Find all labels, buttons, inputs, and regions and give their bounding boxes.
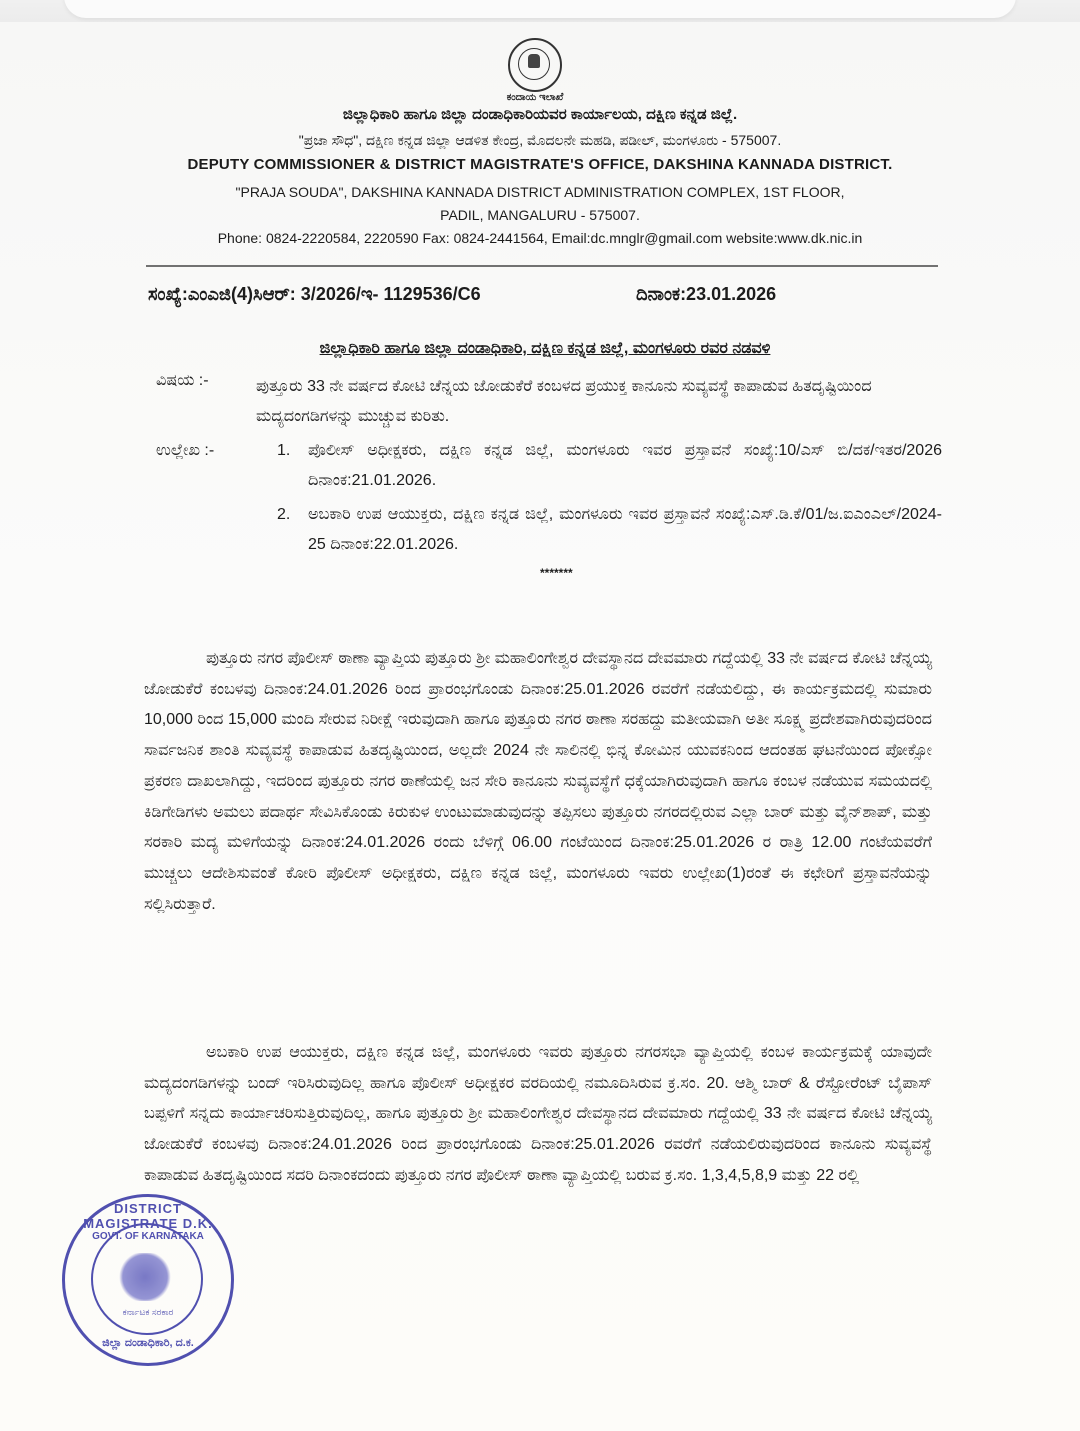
document-page xyxy=(0,22,1080,1431)
office-name-english: DEPUTY COMMISSIONER & DISTRICT MAGISTRATE'S OFFICE, DAKSHINA KANNADA DISTRICT. xyxy=(187,156,893,173)
office-address-english-2: PADIL, MANGALURU - 575007. xyxy=(440,207,640,223)
reference-date: ದಿನಾಂಕ:23.01.2026 xyxy=(636,284,777,304)
section-separator: ******* xyxy=(540,566,573,580)
subject-label: ವಿಷಯ :- xyxy=(156,372,209,389)
references-label: ಉಲ್ಲೇಖ :- xyxy=(156,442,215,459)
office-name-kannada: ಜಿಲ್ಲಾಧಿಕಾರಿ ಹಾಗೂ ಜಿಲ್ಲಾ ದಂಡಾಧಿಕಾರಿಯವರ ಕಾರ್ಯಾಲಯ, ದಕ್ಷಿಣ ಕನ್ನಡ ಜಿಲ್ಲೆ. xyxy=(342,106,738,123)
office-address-english-1: "PRAJA SOUDA", DAKSHINA KANNADA DISTRICT ADMINISTRATION COMPLEX, 1ST FLOOR, xyxy=(235,184,845,200)
emblem-caption: ಕಂದಾಯ ಇಲಾಖೆ xyxy=(506,92,564,103)
reference-item xyxy=(277,436,942,496)
seal-outer-top-text: DISTRICT MAGISTRATE D.K. xyxy=(83,1201,213,1231)
district-magistrate-seal xyxy=(62,1194,234,1366)
seal-inner-top-text: GOVT. OF KARNATAKA xyxy=(92,1231,204,1242)
state-emblem-icon xyxy=(508,38,562,92)
subject-text: ಪುತ್ತೂರು 33 ನೇ ವರ್ಷದ ಕೋಟಿ ಚೆನ್ನಯ ಜೋಡುಕೆರೆ ಕಂಬಳದ ಪ್ರಯುಕ್ತ ಕಾನೂನು ಸುವ್ಯವಸ್ಥೆ ಕಾಪಾಡುವ ಹಿತದೃಷ್ಟಿಯಿಂದ ಮದ್ಯದಂಗಡಿಗಳನ್ನು ಮುಚ್ಚುವ ಕುರಿತು. xyxy=(256,378,872,425)
office-address-kannada: "ಪ್ರಜಾ ಸೌಧ", ದಕ್ಷಿಣ ಕನ್ನಡ ಜಿಲ್ಲಾ ಆಡಳಿತ ಕೇಂದ್ರ, ಮೊದಲನೇ ಮಹಡಿ, ಪಡೀಲ್, ಮಂಗಳೂರು - 575007. xyxy=(298,132,782,148)
viewer-top-card xyxy=(64,0,1016,18)
reference-item-text: ಪೊಲೀಸ್ ಅಧೀಕ್ಷಕರು, ದಕ್ಷಿಣ ಕನ್ನಡ ಜಿಲ್ಲೆ, ಮಂಗಳೂರು ಇವರ ಪ್ರಸ್ತಾವನೆ ಸಂಖ್ಯೆ:10/ಎಸ್ ಬಿ/ದಕ/ಇತರ/2026 ದಿನಾಂಕ:21.01.2026. xyxy=(308,442,942,489)
reference-number: ಸಂಖ್ಯೆ:ಎಂಎಜಿ(4)ಸಿಆರ್: 3/2026/ಇ- 1129536/C6 xyxy=(148,284,481,304)
reference-item xyxy=(277,500,942,560)
reference-item-text: ಅಬಕಾರಿ ಉಪ ಆಯುಕ್ತರು, ದಕ್ಷಿಣ ಕನ್ನಡ ಜಿಲ್ಲೆ, ಮಂಗಳೂರು ಇವರ ಪ್ರಸ್ತಾವನೆ ಸಂಖ್ಯೆ:ಎಸ್.ಡಿ.ಕೆ/01/ಜ.ಐಎಂಎಲ್/2024-25 ದಿನಾಂಕ:22.01.2026. xyxy=(308,506,942,553)
reference-item-number: 2. xyxy=(277,506,291,523)
seal-inner-bottom-text: ಕರ್ನಾಟಕ ಸರಕಾರ xyxy=(122,1307,174,1317)
seal-emblem-icon xyxy=(117,1253,173,1301)
header-divider xyxy=(146,265,938,267)
body-paragraph-2: ಅಬಕಾರಿ ಉಪ ಆಯುಕ್ತರು, ದಕ್ಷಿಣ ಕನ್ನಡ ಜಿಲ್ಲೆ, ಮಂಗಳೂರು ಇವರು ಪುತ್ತೂರು ನಗರಸಭಾ ವ್ಯಾಪ್ತಿಯಲ್ಲಿ ಕಂಬಳ ಕಾರ್ಯಕ್ರಮಕ್ಕೆ ಯಾವುದೇ ಮದ್ಯದಂಗಡಿಗಳನ್ನು ಬಂದ್ ಇರಿಸಿರುವುದಿಲ್ಲ ಹಾಗೂ ಪೊಲೀಸ್ ಅಧೀಕ್ಷಕರ ವರದಿಯಲ್ಲಿ ನಮೂದಿಸಿರುವ ಕ್ರ.ಸಂ. 20. ಆಶ್ಮಿ ಬಾರ್ & ರೆಸ್ಟೋರೆಂಟ್ ಬೈಪಾಸ್ ಬಪ್ಪಳಿಗೆ ಸನ್ನದು ಕಾರ್ಯಾಚರಿಸುತ್ತಿರುವುದಿಲ್ಲ, ಹಾಗೂ ಪುತ್ತೂರು ಶ್ರೀ ಮಹಾಲಿಂಗೇಶ್ವರ ದೇವಸ್ಥಾನದ ದೇವಮಾರು ಗದ್ದೆಯಲ್ಲಿ 33 ನೇ ವರ್ಷದ ಕೋಟಿ ಚೆನ್ನಯ್ಯ ಜೋಡುಕೆರೆ ಕಂಬಳವು ದಿನಾಂಕ:24.01.2026 ರಿಂದ ಪ್ರಾರಂಭಗೊಂಡು ದಿನಾಂಕ:25.01.2026 ರವರೆಗೆ ನಡೆಯಲಿರುವುದರಿಂದ ಕಾನೂನು ಸುವ್ಯವಸ್ಥೆ ಕಾಪಾಡುವ ಹಿತದೃಷ್ಟಿಯಿಂದ ಸದರಿ ದಿನಾಂಕದಂದು ಪುತ್ತೂರು ನಗರ ಪೊಲೀಸ್ ಠಾಣಾ ವ್ಯಾಪ್ತಿಯಲ್ಲಿ ಬರುವ ಕ್ರ.ಸಂ. 1,3,4,5,8,9 ಮತ್ತು 22 ರಲ್ಲಿ xyxy=(144,1044,932,1184)
order-title: ಜಿಲ್ಲಾಧಿಕಾರಿ ಹಾಗೂ ಜಿಲ್ಲಾ ದಂಡಾಧಿಕಾರಿ, ದಕ್ಷಿಣ ಕನ್ನಡ ಜಿಲ್ಲೆ, ಮಂಗಳೂರು ರವರ ನಡವಳಿ xyxy=(319,340,771,357)
emblem-figure xyxy=(528,54,540,68)
seal-outer-bottom-text: ಜಿಲ್ಲಾ ದಂಡಾಧಿಕಾರಿ, ದ.ಕ. xyxy=(102,1337,194,1349)
office-contact-line: Phone: 0824-2220584, 2220590 Fax: 0824-2441564, Email:dc.mnglr@gmail.com website:www.dk.nic.in xyxy=(217,230,863,246)
body-paragraph-1: ಪುತ್ತೂರು ನಗರ ಪೊಲೀಸ್ ಠಾಣಾ ವ್ಯಾಪ್ತಿಯ ಪುತ್ತೂರು ಶ್ರೀ ಮಹಾಲಿಂಗೇಶ್ವರ ದೇವಸ್ಥಾನದ ದೇವಮಾರು ಗದ್ದೆಯಲ್ಲಿ 33 ನೇ ವರ್ಷದ ಕೋಟಿ ಚೆನ್ನಯ್ಯ ಜೋಡುಕೆರೆ ಕಂಬಳವು ದಿನಾಂಕ:24.01.2026 ರಿಂದ ಪ್ರಾರಂಭಗೊಂಡು ದಿನಾಂಕ:25.01.2026 ರವರೆಗೆ ನಡೆಯಲಿದ್ದು, ಈ ಕಾರ್ಯಕ್ರಮದಲ್ಲಿ ಸುಮಾರು 10,000 ರಿಂದ 15,000 ಮಂದಿ ಸೇರುವ ನಿರೀಕ್ಷೆ ಇರುವುದಾಗಿ ಹಾಗೂ ಪುತ್ತೂರು ನಗರ ಠಾಣಾ ಸರಹದ್ದು ಮತೀಯವಾಗಿ ಅತೀ ಸೂಕ್ಷ್ಮ ಪ್ರದೇಶವಾಗಿರುವುದರಿಂದ ಸಾರ್ವಜನಿಕ ಶಾಂತಿ ಸುವ್ಯವಸ್ಥೆ ಕಾಪಾಡುವ ಹಿತದೃಷ್ಟಿಯಿಂದ, ಅಲ್ಲದೇ 2024 ನೇ ಸಾಲಿನಲ್ಲಿ ಭಿನ್ನ ಕೋಮಿನ ಯುವಕನಿಂದ ಆದಂತಹ ಘಟನೆಯಿಂದ ಪೋಕ್ಸೋ ಪ್ರಕರಣ ದಾಖಲಾಗಿದ್ದು, ಇದರಿಂದ ಪುತ್ತೂರು ನಗರ ಠಾಣೆಯಲ್ಲಿ ಜನ ಸೇರಿ ಕಾನೂನು ಸುವ್ಯವಸ್ಥೆಗೆ ಧಕ್ಕೆಯಾಗಿರುವುದಾಗಿ ಹಾಗೂ ಕಂಬಳ ನಡೆಯುವ ಸಮಯದಲ್ಲಿ ಕಿಡಿಗೇಡಿಗಳು ಅಮಲು ಪದಾರ್ಥ ಸೇವಿಸಿಕೊಂಡು ಕಿರುಕುಳ ಉಂಟುಮಾಡುವುದನ್ನು ತಪ್ಪಿಸಲು ಪುತ್ತೂರು ನಗರದಲ್ಲಿರುವ ಎಲ್ಲಾ ಬಾರ್ ಮತ್ತು ವೈನ್‌ಶಾಪ್, ಮತ್ತು ಸರಕಾರಿ ಮದ್ಯ ಮಳಿಗೆಯನ್ನು ದಿನಾಂಕ:24.01.2026 ರಂದು ಬೆಳಿಗ್ಗೆ 06.00 ಗಂಟೆಯಿಂದ ದಿನಾಂಕ:25.01.2026 ರ ರಾತ್ರಿ 12.00 ಗಂಟೆಯವರೆಗೆ ಮುಚ್ಚಲು ಆದೇಶಿಸುವಂತೆ ಕೋರಿ ಪೊಲೀಸ್ ಅಧೀಕ್ಷಕರು, ದಕ್ಷಿಣ ಕನ್ನಡ ಜಿಲ್ಲೆ, ಮಂಗಳೂರು ಇವರು ಉಲ್ಲೇಖ(1)ರಂತೆ ಈ ಕಛೇರಿಗೆ ಪ್ರಸ್ತಾವನೆಯನ್ನು ಸಲ್ಲಿಸಿರುತ್ತಾರೆ. xyxy=(144,650,932,913)
reference-item-number: 1. xyxy=(277,442,291,459)
